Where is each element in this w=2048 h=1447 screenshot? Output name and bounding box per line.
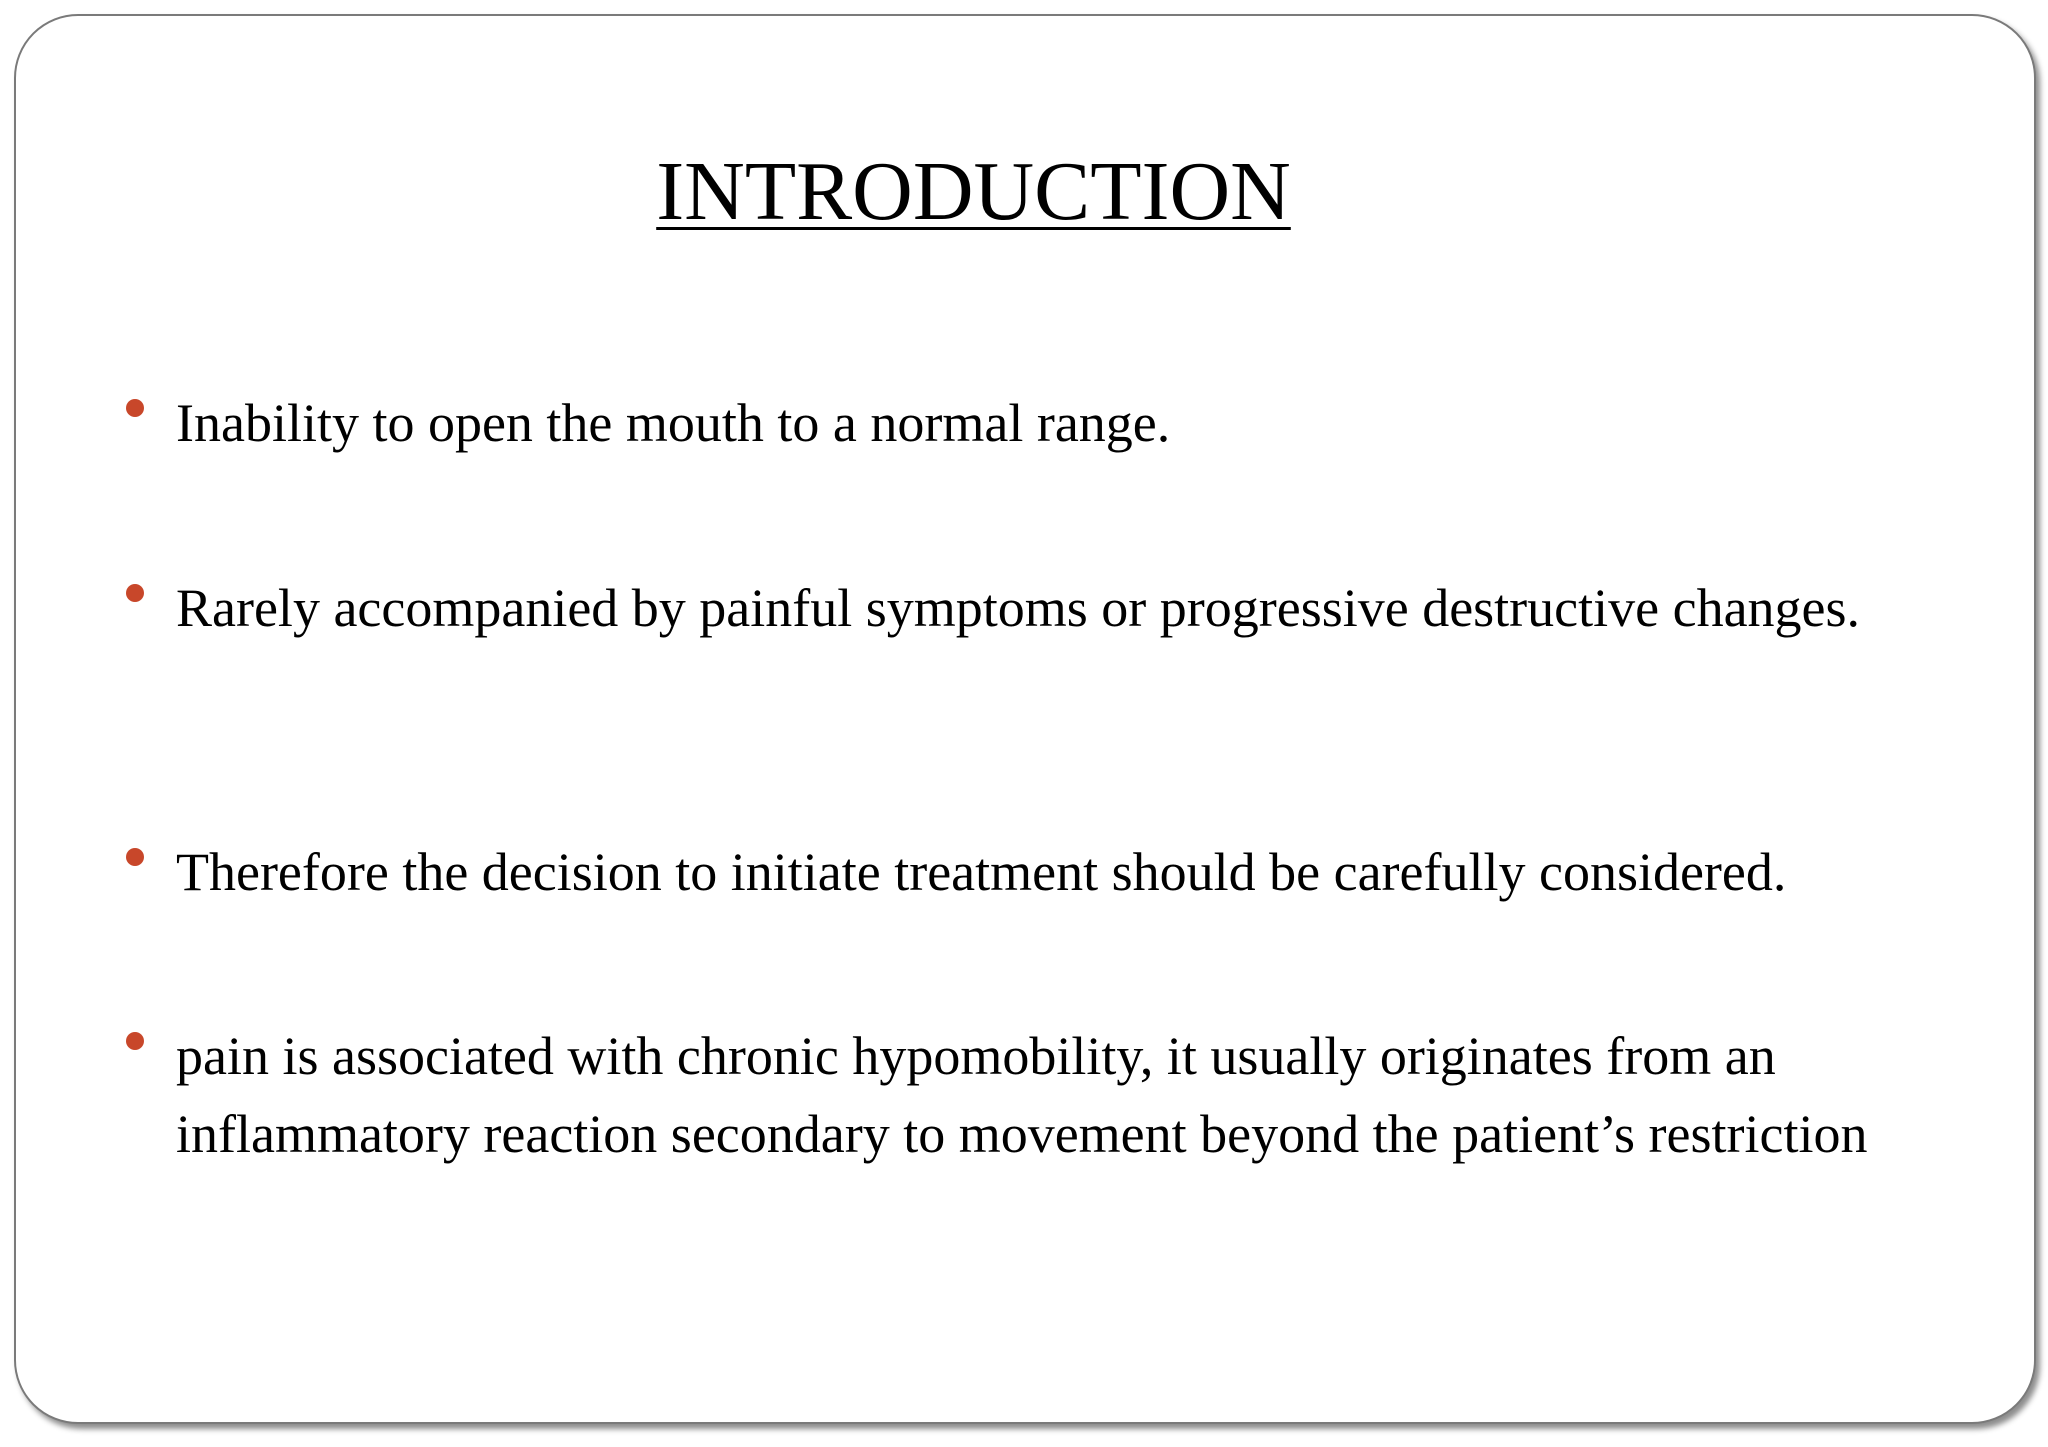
slide-title: INTRODUCTION [656, 145, 1291, 238]
slide-frame [14, 14, 2036, 1424]
bullet-text-4: pain is associated with chronic hypomobility, it usually originates from an inflammatory reaction secondary to movement beyond the patient’s restriction [176, 1026, 1868, 1164]
bullet-dot-icon [126, 1032, 144, 1050]
bullet-item-1 [126, 384, 2006, 462]
bullet-text-2: Rarely accompanied by painful symptoms or progressive destructive changes. [176, 578, 1861, 638]
bullet-text-1: Inability to open the mouth to a normal range. [176, 393, 1171, 453]
bullet-dot-icon [126, 848, 144, 866]
bullet-item-3 [126, 833, 2006, 911]
bullet-text-3: Therefore the decision to initiate treatment should be carefully considered. [176, 842, 1787, 902]
bullet-dot-icon [126, 399, 144, 417]
bullet-item-4 [126, 1017, 2006, 1173]
bullet-list [16, 16, 2034, 1422]
bullet-dot-icon [126, 584, 144, 602]
bullet-item-2 [126, 569, 2006, 647]
